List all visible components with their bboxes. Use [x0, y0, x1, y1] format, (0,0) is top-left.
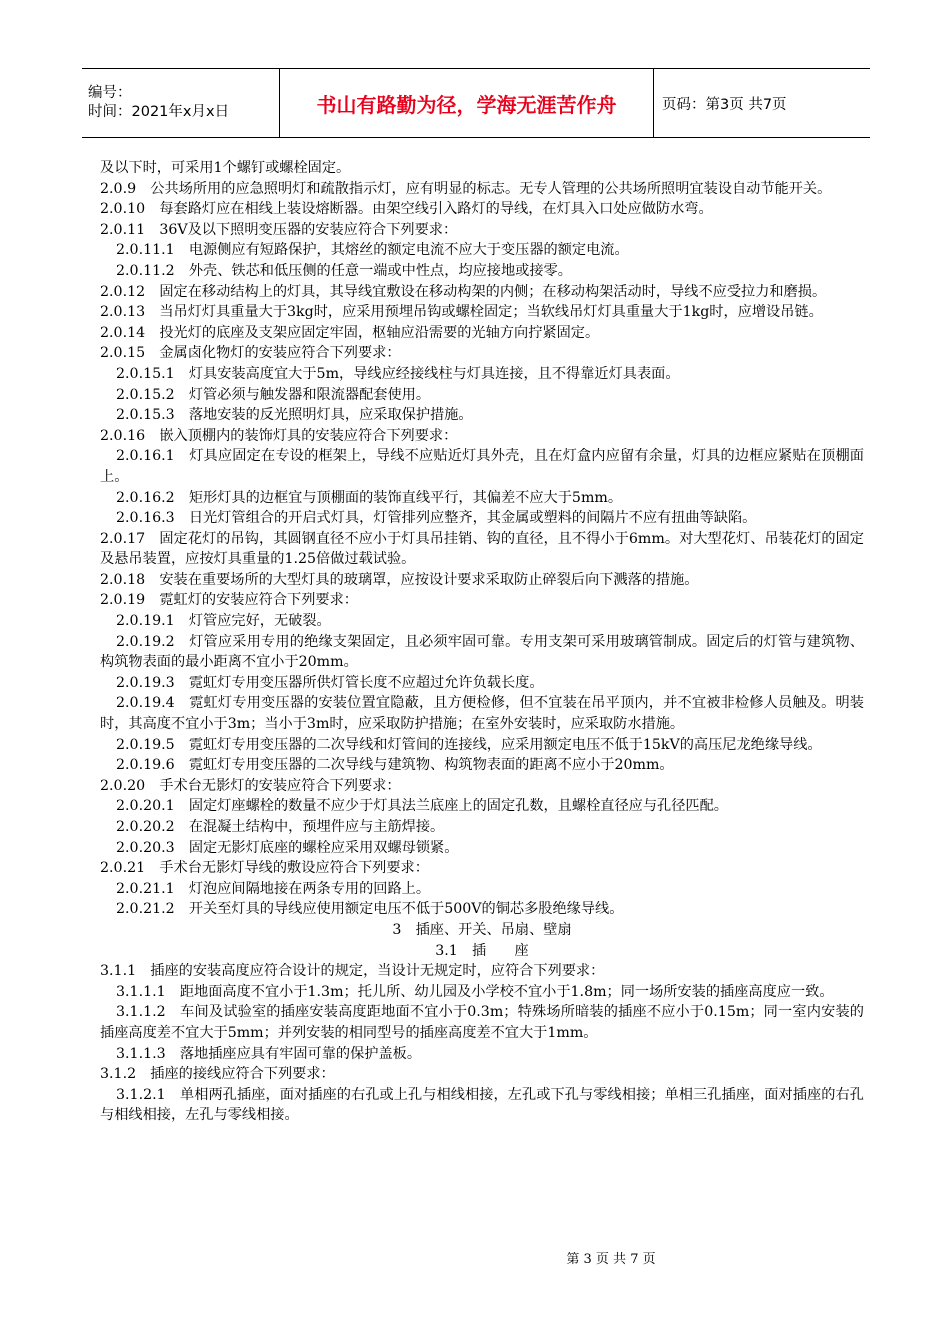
paragraph: 2.0.20 手术台无影灯的安装应符合下列要求：	[100, 777, 401, 794]
paragraph: 2.0.15.3 落地安装的反光照明灯具，应采取保护措施。	[116, 407, 473, 424]
paragraph: 3.1.1.3 落地插座应具有牢固可靠的保护盖板。	[116, 1045, 422, 1062]
paragraph: 2.0.15.2 灯管必须与触发器和限流器配套使用。	[116, 386, 431, 403]
paragraph: 2.0.16.1 灯具应固定在专设的框架上，导线不应贴近灯具外壳，且在灯盒内应留有余量，灯具的边框应紧贴在顶棚面上。	[100, 448, 864, 485]
page-footer	[0, 1248, 950, 1267]
paragraph: 2.0.19 霓虹灯的安装应符合下列要求：	[100, 592, 358, 609]
document-body	[100, 158, 864, 1126]
paragraph: 2.0.14 投光灯的底座及支架应固定牢固，枢轴应沿需要的光轴方向拧紧固定。	[100, 324, 600, 341]
paragraph: 2.0.19.3 霓虹灯专用变压器所供灯管长度不应超过允许负载长度。	[116, 674, 544, 691]
paragraph: 2.0.10 每套路灯应在相线上装设熔断器。由架空线引入路灯的导线，在灯具入口处应做防水弯。	[100, 201, 713, 218]
paragraph: 3.1.2.1 单相两孔插座，面对插座的右孔或上孔与相线相接，左孔或下孔与零线相接；单相三孔插座，面对插座的右孔与相线相接，左孔与零线相接。	[100, 1086, 864, 1124]
paragraph: 3.1.1 插座的安装高度应符合设计的规定，当设计无规定时，应符合下列要求：	[100, 963, 605, 980]
paragraph: 2.0.17 固定花灯的吊钩，其圆钢直径不应小于灯具吊挂销、钩的直径，且不得小于6mm。对大型花灯、吊装花灯的固定及悬吊装置，应按灯具重量的1.25倍做过载试验。	[100, 530, 864, 568]
page-header	[82, 68, 870, 138]
document-number-label: 编号：	[88, 85, 132, 101]
paragraph: 2.0.21.2 开关至灯具的导线应使用额定电压不低于500V的铜芯多股绝缘导线。	[116, 901, 624, 918]
paragraph: 及以下时，可采用1个螺钉或螺栓固定。	[100, 160, 351, 176]
paragraph: 2.0.13 当吊灯灯具重量大于3kg时，应采用预埋吊钩或螺栓固定；当软线吊灯灯具重量大于1kg时，应增设吊链。	[100, 304, 823, 321]
paragraph: 2.0.19.5 霓虹灯专用变压器的二次导线和灯管间的连接线，应采用额定电压不低于15kV的高压尼龙绝缘导线。	[116, 736, 822, 753]
paragraph: 2.0.11 36V及以下照明变压器的安装应符合下列要求：	[100, 221, 458, 238]
paragraph: 3.1.1.1 距地面高度不宜小于1.3m；托儿所、幼儿园及小学校不宜小于1.8m；同一场所安装的插座高度应一致。	[116, 983, 834, 1000]
paragraph: 2.0.18 安装在重要场所的大型灯具的玻璃罩，应按设计要求采取防止碎裂后向下溅落的措施。	[100, 571, 699, 588]
paragraph: 2.0.12 固定在移动结构上的灯具，其导线宜敷设在移动构架的内侧；在移动构架活动时，导线不应受拉力和磨损。	[100, 283, 827, 300]
paragraph: 2.0.21 手术台无影灯导线的敷设应符合下列要求：	[100, 860, 429, 877]
paragraph: 2.0.21.1 灯泡应间隔地接在两条专用的回路上。	[116, 880, 431, 897]
paragraph: 2.0.19.6 霓虹灯专用变压器的二次导线与建筑物、构筑物表面的距离不应小于20mm。	[116, 757, 674, 774]
paragraph: 2.0.19.2 灯管应采用专用的绝缘支架固定，且必须牢固可靠。专用支架可采用玻璃管制成。固定后的灯管与建筑物、构筑物表面的最小距离不宜小于20mm。	[100, 633, 864, 671]
section-heading: 3.1 插 座	[435, 942, 529, 959]
document-time-label: 时间：2021年x月x日	[88, 104, 230, 120]
section-heading: 3 插座、开关、吊扇、壁扇	[392, 921, 572, 938]
header-motto: 书山有路勤为径，学海无涯苦作舟	[280, 69, 654, 137]
paragraph: 2.0.16.3 日光灯管组合的开启式灯具，灯管排列应整齐，其金属或塑料的间隔片不应有扭曲等缺陷。	[116, 510, 757, 527]
header-info-cell	[82, 69, 280, 137]
paragraph: 2.0.19.1 灯管应完好，无破裂。	[116, 613, 331, 630]
paragraph: 2.0.20.3 固定无影灯底座的螺栓应采用双螺母锁紧。	[116, 839, 459, 856]
paragraph: 2.0.15.1 灯具安装高度宜大于5m，导线应经接线柱与灯具连接，且不得靠近灯具表面。	[116, 365, 680, 382]
paragraph: 2.0.11.2 外壳、铁芯和低压侧的任意一端或中性点，均应接地或接零。	[116, 262, 572, 279]
paragraph: 2.0.16 嵌入顶棚内的装饰灯具的安装应符合下列要求：	[100, 427, 458, 444]
paragraph: 3.1.2 插座的接线应符合下列要求：	[100, 1066, 335, 1083]
header-page-label: 页码：第3页 共7页	[662, 96, 787, 113]
paragraph: 2.0.19.4 霓虹灯专用变压器的安装位置宜隐蔽，且方便检修，但不宜装在吊平顶内，并不宜被非检修人员触及。明装时，其高度不宜小于3m；当小于3m时，应采取防护措施；在室外安装时，应采取防水措施。	[100, 695, 864, 733]
paragraph: 3.1.1.2 车间及试验室的插座安装高度距地面不宜小于0.3m；特殊场所暗装的插座不应小于0.15m；同一室内安装的插座高度差不宜大于5mm；并列安装的相同型号的插座高度差不宜大于1mm。	[100, 1004, 864, 1041]
paragraph: 2.0.9 公共场所用的应急照明灯和疏散指示灯，应有明显的标志。无专人管理的公共场所照明宜装设自动节能开关。	[100, 180, 832, 197]
paragraph: 2.0.15 金属卤化物灯的安装应符合下列要求：	[100, 345, 401, 362]
paragraph: 2.0.20.1 固定灯座螺栓的数量不应少于灯具法兰底座上的固定孔数，且螺栓直径应与孔径匹配。	[116, 798, 728, 815]
footer-page-number: 第 3 页 共 7 页	[566, 1252, 656, 1267]
paragraph: 2.0.16.2 矩形灯具的边框宜与顶棚面的装饰直线平行，其偏差不应大于5mm。	[116, 489, 623, 506]
paragraph: 2.0.20.2 在混凝土结构中，预埋件应与主筋焊接。	[116, 819, 445, 835]
paragraph: 2.0.11.1 电源侧应有短路保护，其熔丝的额定电流不应大于变压器的额定电流。	[116, 242, 629, 259]
